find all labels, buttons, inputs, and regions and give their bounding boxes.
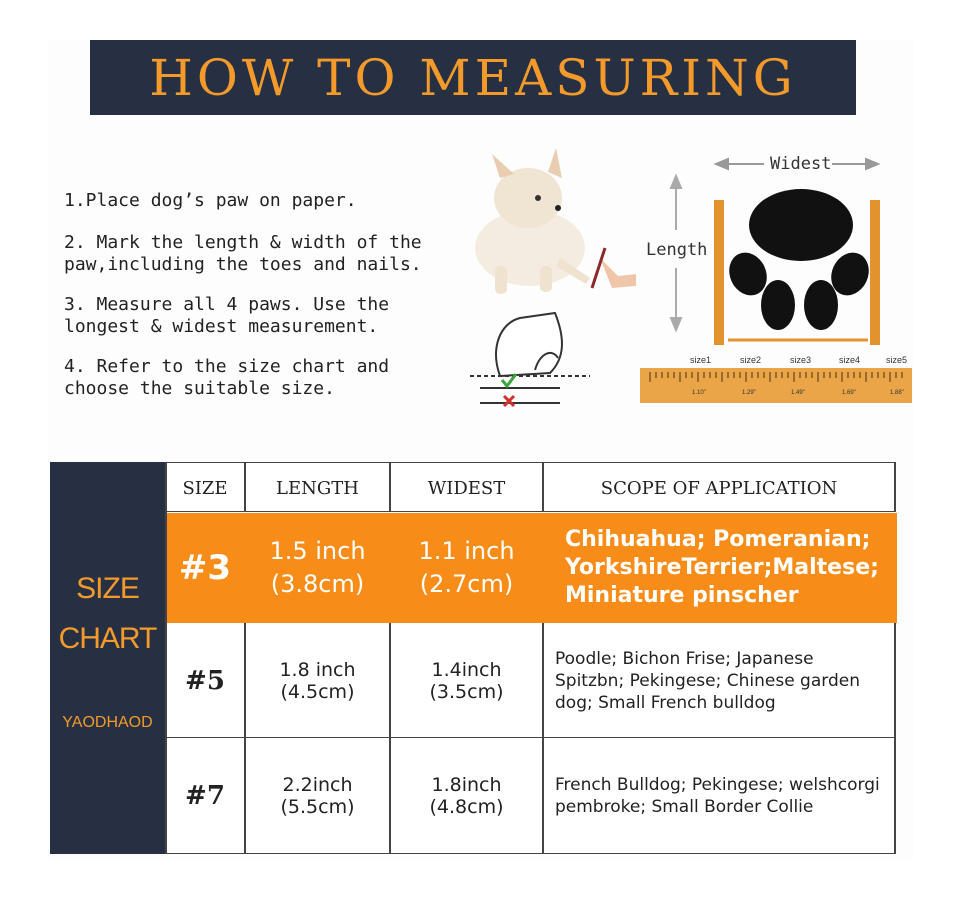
- side-size-label: SIZE: [76, 572, 139, 605]
- length-cell: 2.2inch (5.5cm): [280, 774, 355, 818]
- grid-line: [542, 623, 544, 854]
- ruler-value-3: 1.49": [791, 390, 805, 396]
- header-length: LENGTH: [276, 477, 359, 499]
- size-cell: #5: [185, 665, 225, 696]
- right-guide-bar: [870, 200, 880, 345]
- step-1: 1.Place dog’s paw on paper.: [64, 190, 357, 211]
- table-row: [165, 513, 897, 623]
- ruler-value-2: 1.29": [742, 390, 756, 396]
- header-scope: SCOPE OF APPLICATION: [600, 477, 838, 499]
- grid-line: [244, 462, 246, 512]
- hand-with-pen: [592, 248, 636, 288]
- title-banner: [90, 40, 856, 115]
- widest-cell: 1.4inch (3.5cm): [429, 658, 504, 703]
- paw-print-icon: [722, 189, 875, 330]
- grid-line: [244, 623, 246, 854]
- scope-cell: Poodle; Bichon Frise; Japanese Spitzbn; Pekingese; Chinese garden dog; Small French bulldog: [555, 648, 860, 713]
- ruler: [640, 368, 912, 403]
- grid-line: [389, 623, 391, 854]
- page-title: HOW TO MEASURING: [149, 48, 797, 107]
- ruler-value-5: 1.88": [890, 390, 904, 396]
- brand-label: YAODHAOD: [62, 714, 153, 731]
- header-widest: WIDEST: [427, 477, 506, 499]
- size-cell: #3: [178, 548, 232, 588]
- table-header-row: [165, 462, 895, 512]
- table-row: [165, 738, 895, 854]
- side-chart-label: CHART: [58, 622, 157, 655]
- ruler-size-5: size5: [886, 355, 908, 365]
- widest-cell: 1.8inch (4.8cm): [429, 774, 504, 818]
- cross-icon: [504, 396, 514, 406]
- ruler-value-1: 1.10": [692, 390, 706, 396]
- scope-cell: French Bulldog; Pekingese; welshcorgi pembroke; Small Border Collie: [555, 775, 880, 817]
- step-4: 4. Refer to the size chart and choose the suitable size.: [64, 356, 390, 399]
- size-chart-side-panel: [50, 462, 165, 854]
- widest-label: Widest: [770, 154, 832, 174]
- header-size: SIZE: [182, 477, 228, 499]
- length-cell: 1.5 inch (3.8cm): [269, 537, 366, 598]
- ruler-size-1: size1: [690, 355, 712, 365]
- grid-line: [542, 462, 544, 512]
- ruler-size-3: size3: [790, 355, 812, 365]
- scope-cell: Chihuahua; Pomeranian; YorkshireTerrier;Maltese; Miniature pinscher: [565, 527, 879, 608]
- ruler-size-2: size2: [740, 355, 762, 365]
- grid-line: [389, 462, 391, 512]
- length-cell: 1.8 inch (4.5cm): [279, 658, 356, 703]
- paw-outline-diagram: [470, 313, 590, 403]
- ruler-ticks: [640, 368, 912, 403]
- grid-line: [894, 623, 896, 854]
- dog-illustration: [440, 148, 640, 418]
- size-cell: #7: [185, 781, 225, 811]
- ruler-value-4: 1.69": [842, 390, 856, 396]
- left-guide-bar: [714, 200, 724, 345]
- chihuahua-image: [475, 148, 590, 294]
- grid-line: [894, 462, 896, 512]
- ruler-size-4: size4: [839, 355, 861, 365]
- widest-cell: 1.1 inch (2.7cm): [418, 537, 515, 598]
- step-3: 3. Measure all 4 paws. Use the longest & widest measurement.: [64, 294, 390, 337]
- table-row: [165, 623, 895, 738]
- step-2: 2. Mark the length & width of the paw,including the toes and nails.: [64, 232, 422, 275]
- size-table: [165, 462, 895, 854]
- length-label: Length: [646, 240, 708, 260]
- grid-line: [165, 462, 167, 854]
